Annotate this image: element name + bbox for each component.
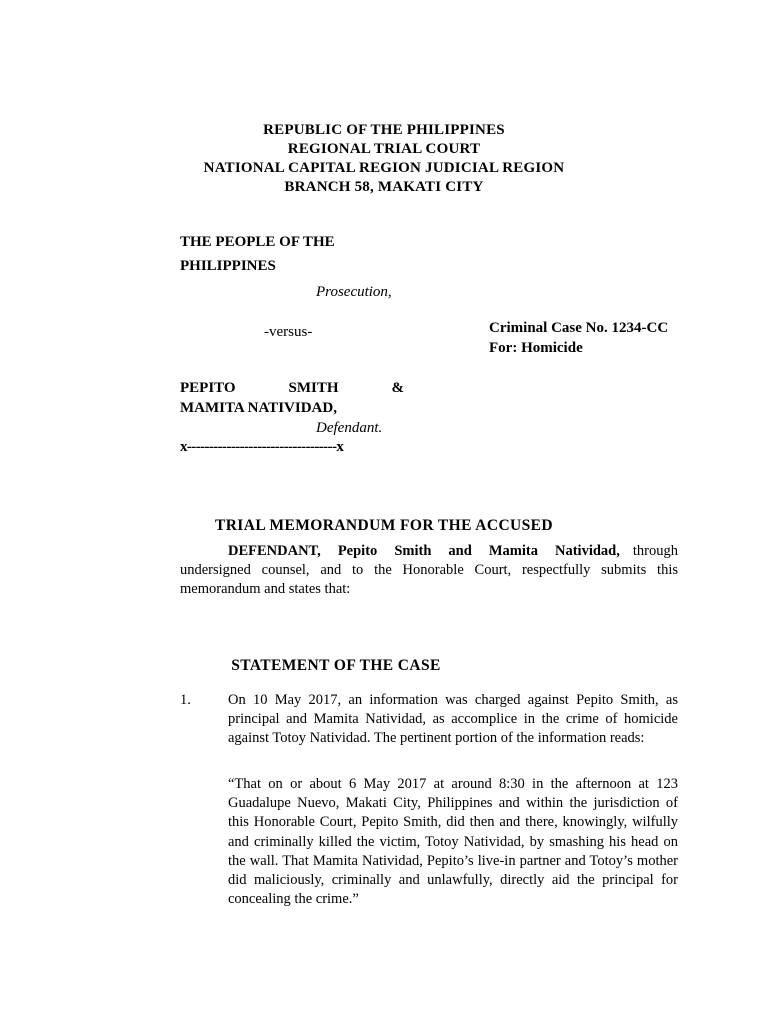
caption-line-republic: REPUBLIC OF THE PHILIPPINES bbox=[263, 122, 505, 138]
intro-rest: through undersigned counsel, and to the Honorable Court, respectfully submits this memorandum and states that: bbox=[180, 543, 679, 598]
prosecution-name-line1: THE PEOPLE OF THE bbox=[180, 234, 335, 250]
statement-title: STATEMENT OF THE CASE bbox=[231, 656, 441, 674]
document-title: TRIAL MEMORANDUM FOR THE ACCUSED bbox=[214, 516, 554, 534]
defendant-name-word1: PEPITO bbox=[180, 380, 236, 396]
case-number: Criminal Case No. 1234-CC bbox=[489, 320, 669, 336]
intro-lead: DEFENDANT, Pepito Smith and Mamita Natividad, bbox=[228, 543, 620, 559]
defendant-name-word3: & bbox=[391, 380, 404, 396]
defendant-name-line2: MAMITA NATIVIDAD, bbox=[180, 400, 337, 416]
defendant-role: Defendant. bbox=[316, 420, 383, 436]
prosecution-name-line2: PHILIPPINES bbox=[180, 258, 276, 274]
prosecution-role: Prosecution, bbox=[316, 284, 392, 300]
defendant-name-line1 bbox=[180, 378, 404, 398]
intro-paragraph bbox=[180, 542, 678, 600]
caption-closing-line: x----------------------------------x bbox=[180, 439, 344, 455]
quoted-information: “That on or about 6 May 2017 at around 8:30 in the afternoon at 123 Guadalupe Nuevo, Makati City, Philippines and within the jurisdiction of this Honorable Court, Pepito Smith, did then and there, knowingly, wilfully and criminally killed the victim, Totoy Natividad, by smashing his head on the wall. That Mamita Natividad, Pepito’s live-in partner and Totoy’s mother did maliciously, criminally and unlawfully, directly aid the principal for concealing the crime.” bbox=[228, 776, 678, 908]
caption-line-region: NATIONAL CAPITAL REGION JUDICIAL REGION bbox=[203, 160, 565, 176]
paragraph-text: On 10 May 2017, an information was charged against Pepito Smith, as principal and Mamita Natividad, as accomplice in the crime of homicide against Totoy Natividad. The pertinent portion of the information reads: bbox=[228, 692, 678, 747]
versus-label: -versus- bbox=[264, 324, 313, 340]
case-offense: For: Homicide bbox=[489, 340, 583, 356]
paragraph-number: 1. bbox=[180, 692, 191, 708]
caption-line-branch: BRANCH 58, MAKATI CITY bbox=[284, 179, 484, 195]
caption-line-court: REGIONAL TRIAL COURT bbox=[287, 141, 481, 157]
defendant-name-word2: SMITH bbox=[288, 380, 339, 396]
